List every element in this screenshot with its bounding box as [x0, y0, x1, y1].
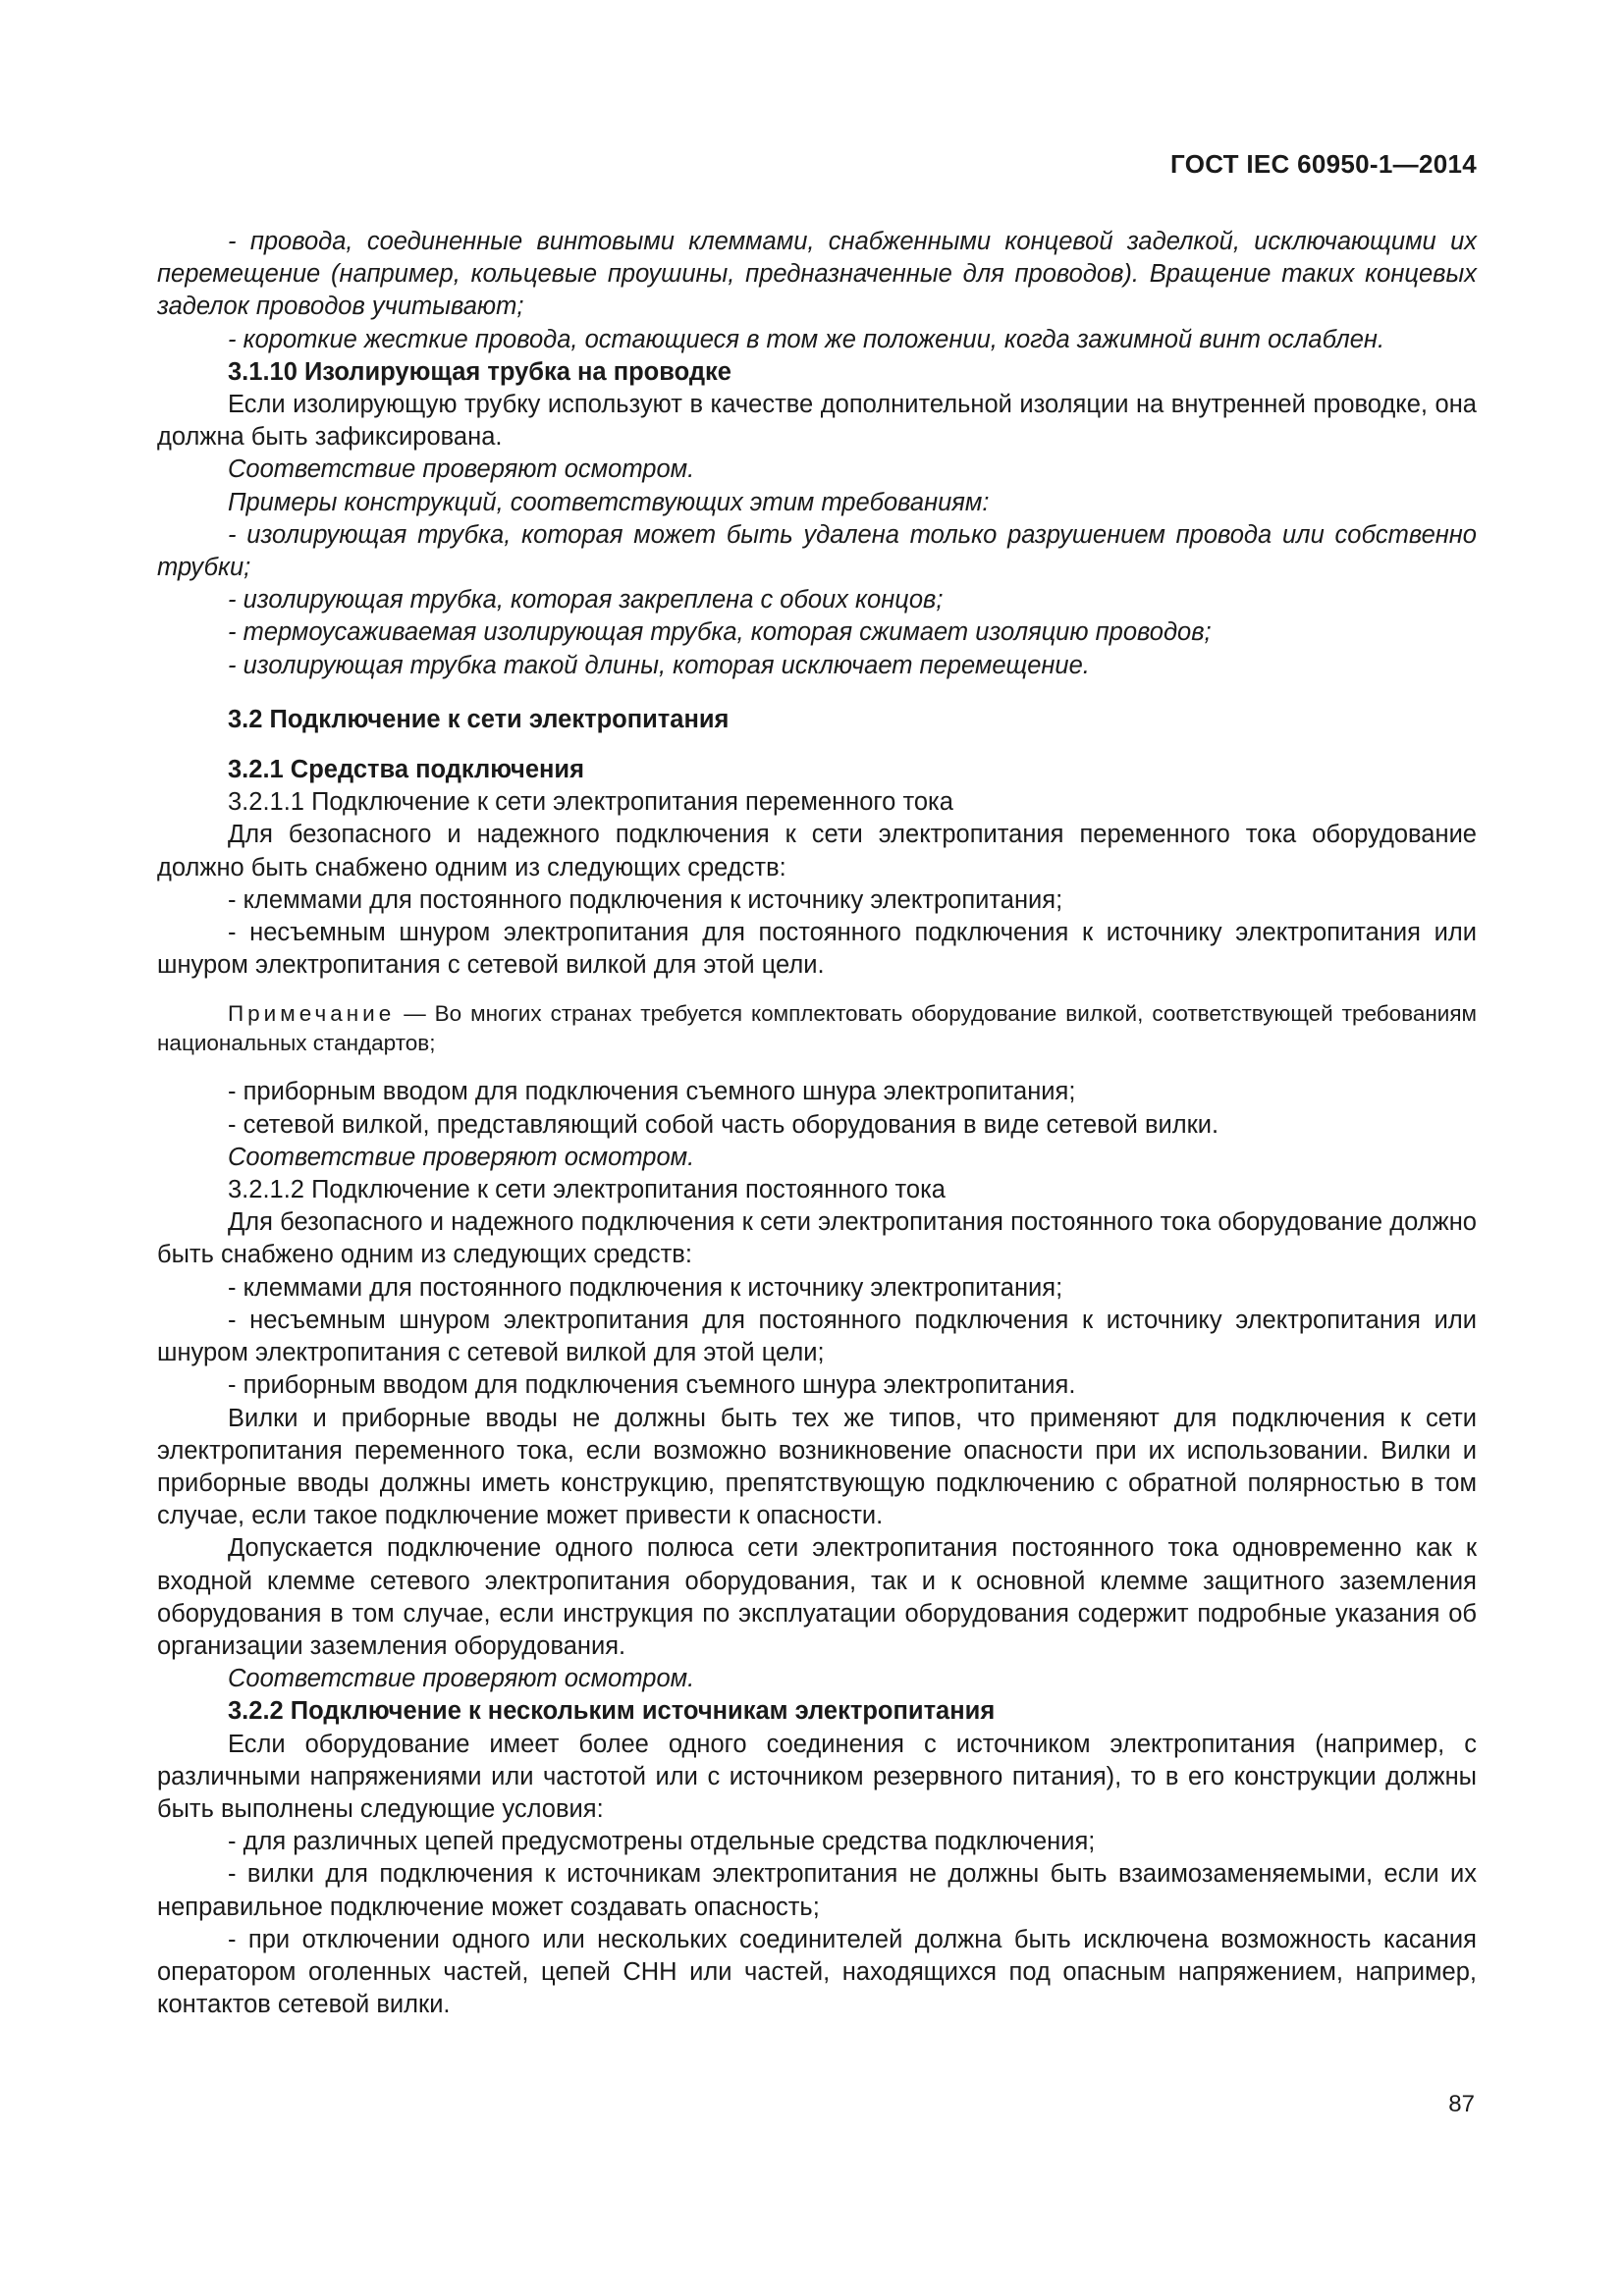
note [157, 999, 1477, 1058]
paragraph: Если изолирующую трубку используют в качестве дополнительной изоляции на внутренней проводке, она должна быть зафиксирована. [157, 391, 1477, 452]
list-item: - приборным вводом для подключения съемного шнура электропитания; [228, 1078, 1076, 1106]
paragraph: Для безопасного и надежного подключения к сети электропитания постоянного тока оборудование должно быть снабжено одним из следующих средств: [157, 1208, 1477, 1269]
list-item: - клеммами для постоянного подключения к источнику электропитания; [228, 885, 1063, 914]
note-text: — Во многих странах требуется комплектовать оборудование вилкой, соответствующей требованиям национальных стандартов; [157, 1001, 1477, 1056]
paragraph: Если оборудование имеет более одного соединения с источником электропитания (например, с различными напряжениями или частотой или с источником резервного питания), то в его конструкции должны быть выполнены следующие условия: [157, 1730, 1477, 1823]
document-body [157, 226, 1477, 2021]
subsection-title: 3.2.1.1 Подключение к сети электропитания переменного тока [228, 788, 953, 817]
list-item: - изолирующая трубка такой длины, которая исключает перемещение. [228, 651, 1090, 679]
paragraph: - короткие жесткие провода, остающиеся в том же положении, когда зажимной винт ослаблен. [228, 325, 1385, 353]
list-item: - для различных цепей предусмотрены отдельные средства подключения; [228, 1828, 1096, 1856]
list-item: - сетевой вилкой, представляющий собой часть оборудования в виде сетевой вилки. [228, 1110, 1219, 1139]
document-header: ГОСТ IEC 60950-1—2014 [1170, 149, 1477, 179]
list-item: - несъемным шнуром электропитания для постоянного подключения к источнику электропитания или шнуром электропитания с сетевой вилкой для этой цели. [157, 919, 1477, 980]
compliance-statement: Соответствие проверяют осмотром. [228, 455, 695, 484]
list-item: - при отключении одного или нескольких соединителей должна быть исключена возможность касания оператором оголенных частей, цепей СНН или частей, находящихся под опасным напряжением, например, контактов сетевой вилки. [157, 1925, 1477, 2019]
section-heading-3-1-10: 3.1.10 Изолирующая трубка на проводке [228, 357, 731, 386]
list-item: - термоусаживаемая изолирующая трубка, которая сжимает изоляцию проводов; [228, 618, 1212, 647]
paragraph: Для безопасного и надежного подключения к сети электропитания переменного тока оборудование должно быть снабжено одним из следующих средств: [157, 821, 1477, 881]
compliance-statement: Соответствие проверяют осмотром. [228, 1143, 695, 1171]
compliance-statement: Соответствие проверяют осмотром. [228, 1665, 695, 1693]
paragraph: Примеры конструкций, соответствующих этим требованиям: [228, 488, 990, 516]
subsection-title: 3.2.1.2 Подключение к сети электропитания постоянного тока [228, 1176, 946, 1204]
section-heading-3-2-1: 3.2.1 Средства подключения [228, 756, 584, 784]
section-heading-3-2-2: 3.2.2 Подключение к нескольким источникам электропитания [228, 1697, 996, 1726]
list-item: - вилки для подключения к источникам электропитания не должны быть взаимозаменяемыми, если их неправильное подключение может создавать опасность; [157, 1860, 1477, 1921]
note-lead: Примечание [228, 1001, 396, 1027]
list-item: - приборным вводом для подключения съемного шнура электропитания. [228, 1371, 1076, 1400]
paragraph: - провода, соединенные винтовыми клеммами, снабженными концевой заделкой, исключающими их перемещение (например, кольцевые проушины, предназначенные для проводов). Вращение таких концевых заделок проводов учитывают; [157, 228, 1477, 321]
paragraph: Вилки и приборные вводы не должны быть тех же типов, что применяют для подключения к сети электропитания переменного тока, если возможно возникновение опасности при их использовании. Вилки и приборные вводы должны иметь конструкцию, препятствующую подключению с обратной полярностью в том случае, если такое подключение может привести к опасности. [157, 1404, 1477, 1530]
page-number: 87 [1448, 2091, 1475, 2117]
list-item: - изолирующая трубка, которая может быть удалена только разрушением провода или собственно трубки; [157, 520, 1477, 582]
list-item: - клеммами для постоянного подключения к источнику электропитания; [228, 1273, 1063, 1302]
list-item: - несъемным шнуром электропитания для постоянного подключения к источнику электропитания или шнуром электропитания с сетевой вилкой для этой цели; [157, 1306, 1477, 1367]
section-heading-3-2: 3.2 Подключение к сети электропитания [228, 705, 730, 733]
list-item: - изолирующая трубка, которая закреплена с обоих концов; [228, 586, 944, 614]
paragraph: Допускается подключение одного полюса сети электропитания постоянного тока одновременно как к входной клемме сетевого электропитания оборудования, так и к основной клемме защитного заземления оборудования в том случае, если инструкция по эксплуатации оборудования содержит подробные указания об организации заземления оборудования. [157, 1534, 1477, 1660]
